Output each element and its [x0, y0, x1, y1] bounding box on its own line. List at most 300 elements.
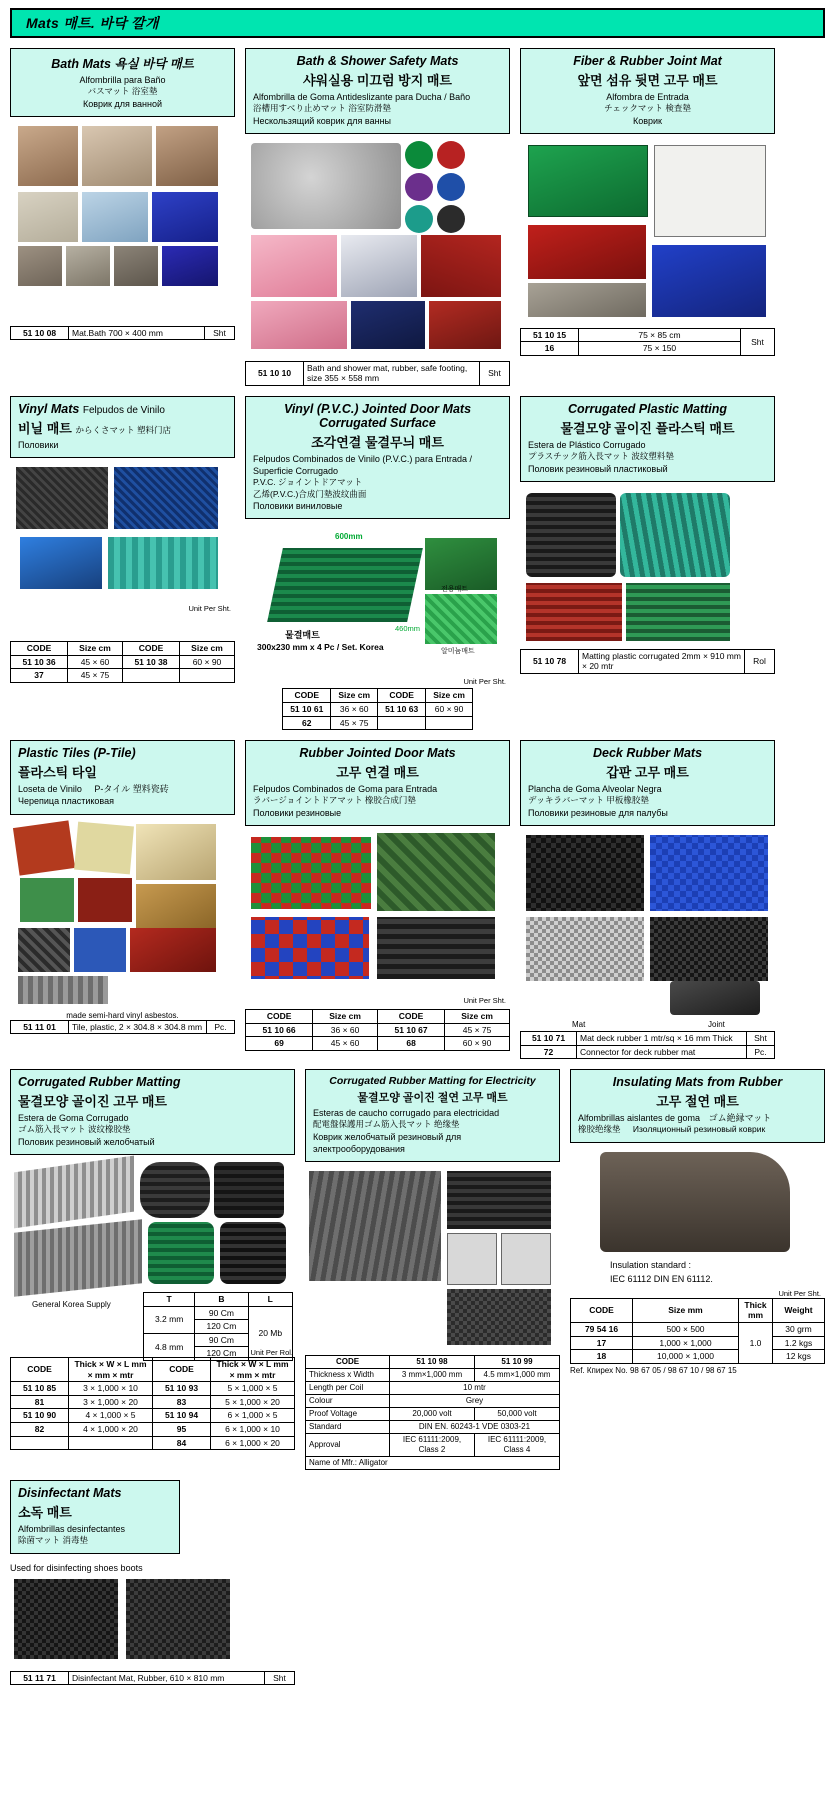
corrrubber-unit-note: Unit Per Rol. — [250, 1347, 293, 1357]
fiber-title-ru: Коврик — [633, 115, 662, 126]
cell-value: IEC 61111:2009, Class 2 — [390, 1434, 475, 1457]
cell-size: 1,000 × 1,000 — [633, 1336, 739, 1350]
row-label: Colour — [306, 1395, 390, 1408]
electric-title-kr: 물결모양 골이진 절연 고무 매트 — [357, 1092, 508, 1105]
insulating-unit-note: Unit Per Sht. — [778, 1288, 821, 1298]
cell-desc: Connector for deck rubber mat — [577, 1045, 747, 1059]
ptile-title-kr: 플라스틱 타일 — [18, 765, 97, 781]
table-row — [144, 1306, 293, 1320]
cell-size: 36 × 60 — [331, 702, 378, 716]
corrrubber-title-jp: ゴム筋入長マット 波纹橡胶垫 — [18, 1124, 131, 1135]
insulating-title-cn-text: 橡胶绝缘垫 — [578, 1124, 621, 1135]
table-row — [571, 1323, 825, 1337]
deck-title-kr: 갑판 고무 매트 — [606, 765, 689, 781]
table-row — [11, 1382, 295, 1396]
cell-code: 95 — [153, 1423, 211, 1437]
col-b: B — [195, 1292, 248, 1306]
electric-title-en: Corrugated Rubber Matting for Electricity — [329, 1075, 536, 1088]
cell-value: 20,000 volt — [390, 1408, 475, 1421]
cell-desc: Mat.Bath 700 × 400 mm — [69, 326, 205, 340]
product-photo — [447, 1289, 551, 1345]
row-label: Thickness x Width — [306, 1369, 390, 1382]
insulating-title-es — [578, 1112, 817, 1124]
cell-code: 51 10 94 — [153, 1409, 211, 1423]
corrplastic-table — [520, 649, 775, 674]
table-row — [246, 361, 510, 385]
rubberjoint-photos — [245, 831, 510, 1009]
corrrubber-title-en: Corrugated Rubber Matting — [18, 1075, 181, 1090]
cell-unit: Pc. — [207, 1020, 235, 1034]
table-row — [11, 1020, 235, 1034]
cell-code: 51 10 90 — [11, 1409, 69, 1423]
table-row — [306, 1382, 560, 1395]
cell-size: 60 × 90 — [180, 655, 235, 669]
product-photo — [526, 493, 616, 577]
section-vinyl-mats — [10, 396, 235, 683]
section-plastic-tiles — [10, 740, 235, 1034]
product-photo — [74, 928, 126, 972]
product-photo — [626, 583, 730, 641]
section-bath-shower-safety — [245, 48, 510, 386]
photo-label-korean: 물결매트 — [285, 630, 320, 641]
row-label: Approval — [306, 1434, 390, 1457]
corrrubber-title-es: Estera de Goma Corrugado — [18, 1113, 129, 1124]
col-code: CODE — [571, 1298, 633, 1322]
disinfectant-title-es: Alfombrillas desinfectantes — [18, 1524, 126, 1535]
disinfectant-title-box — [10, 1480, 180, 1554]
vinyl-title-ru: Половики — [18, 440, 59, 450]
product-photo — [251, 837, 371, 909]
pvc-title-kr: 조각연결 물결무늬 매트 — [311, 435, 444, 450]
cell-size: 60 × 90 — [445, 1037, 510, 1051]
cell-weight: 12 kgs — [773, 1350, 825, 1364]
product-photo — [437, 173, 465, 201]
product-photo — [136, 884, 216, 930]
insulating-title-box — [570, 1069, 825, 1143]
cell-code: 51 10 15 — [521, 328, 579, 342]
electric-photos — [305, 1167, 560, 1355]
cell-code: 69 — [246, 1037, 313, 1051]
product-photo — [108, 537, 218, 589]
rubberjoint-title-ru: Половики резиновые — [253, 807, 342, 818]
product-photo — [18, 126, 78, 186]
disinfectant-title-jp: 除菌マット 消毒垫 — [18, 1535, 89, 1546]
bath-mats-title-ru: Коврик для ванной — [82, 98, 163, 109]
disinfectant-title-en: Disinfectant Mats — [18, 1486, 122, 1501]
product-photo — [74, 821, 134, 874]
insulating-title-en: Insulating Mats from Rubber — [612, 1075, 783, 1090]
ptile-title-es — [18, 783, 227, 795]
col-spec: Thick × W × L mm × mm × mtr — [211, 1357, 295, 1381]
product-photo — [309, 1171, 441, 1281]
cell-code: 51 10 36 — [11, 655, 68, 669]
row-label: Length per Coil — [306, 1382, 390, 1395]
cell-code: 68 — [377, 1037, 444, 1051]
corrrubber-inset-table — [143, 1292, 293, 1361]
cell-desc: Bath and shower mat, rubber, safe footing, size 355 × 558 mm — [304, 361, 480, 385]
bath-shower-title-jp: 浴槽用すべり止めマット 浴室防滑墊 — [253, 103, 391, 114]
col-code: CODE — [377, 1009, 444, 1023]
table-row — [306, 1408, 560, 1421]
cell-width: 120 Cm — [195, 1320, 248, 1334]
col-size: Size cm — [68, 642, 123, 656]
insulating-title-kr: 고무 절연 매트 — [656, 1094, 739, 1110]
table-row — [306, 1395, 560, 1408]
product-photo — [528, 225, 646, 279]
rubberjoint-title-es: Felpudos Combinados de Goma para Entrada — [253, 784, 438, 795]
cell-size: 45 × 75 — [445, 1023, 510, 1037]
corrrubber-photo-caption: General Korea Supply — [32, 1299, 111, 1309]
col-size: Size cm — [426, 689, 473, 703]
cell-code: 16 — [521, 342, 579, 356]
table-header-row — [11, 1357, 295, 1381]
row-4 — [10, 1069, 825, 1470]
cell-code: 51 10 93 — [153, 1382, 211, 1396]
product-photo — [425, 538, 497, 590]
page-header — [10, 8, 825, 38]
product-photo — [528, 145, 648, 217]
bath-mats-table-wrap — [10, 326, 235, 341]
cell-unit: Rol — [745, 649, 775, 673]
cell-spec: 3 × 1,000 × 20 — [69, 1395, 153, 1409]
corrrubber-title-box — [10, 1069, 295, 1155]
rubberjoint-title-jp: ラバージョイントドアマット 橡胶合成门墊 — [253, 795, 416, 806]
col-code-99: 51 10 99 — [475, 1356, 560, 1369]
cell-width: 90 Cm — [195, 1306, 248, 1320]
table-row — [521, 649, 775, 673]
cell-value: 4.5 mm×1,000 mm — [475, 1369, 560, 1382]
col-code: CODE — [11, 642, 68, 656]
fiber-table — [520, 328, 775, 356]
vinyl-title-kr — [18, 418, 227, 437]
table-row — [306, 1421, 560, 1434]
col-code: CODE — [153, 1357, 211, 1381]
cell-width: 90 Cm — [195, 1333, 248, 1347]
cell-spec: 6 × 1,000 × 20 — [211, 1436, 295, 1450]
table-header-row — [144, 1292, 293, 1306]
col-code: CODE — [246, 1009, 313, 1023]
disinfectant-table — [10, 1671, 295, 1686]
cell-code: 79 54 16 — [571, 1323, 633, 1337]
cell-size: 45 × 60 — [68, 655, 123, 669]
section-disinfectant-mats — [10, 1480, 295, 1685]
corrplastic-title-en: Corrugated Plastic Matting — [567, 402, 728, 416]
cell-unit: Pc. — [747, 1045, 775, 1059]
deck-title-ru: Половики резиновые для палубы — [528, 807, 668, 818]
cell-code: 51 10 71 — [521, 1031, 577, 1045]
product-photo — [405, 141, 433, 169]
cell-desc: 75 × 85 cm — [579, 328, 741, 342]
product-photo — [652, 245, 766, 317]
product-photo — [526, 583, 622, 641]
section-rubber-jointed — [245, 740, 510, 1051]
col-t: T — [144, 1292, 195, 1306]
product-photo — [136, 824, 216, 880]
cell-code: 83 — [153, 1395, 211, 1409]
pvc-title-box — [245, 396, 510, 519]
fiber-title-jp: チェックマット 検査墊 — [604, 103, 691, 114]
pvc-title-en: Vinyl (P.V.C.) Jointed Door Mats Corrugated Surface — [283, 402, 472, 430]
table-header-row — [306, 1356, 560, 1369]
product-photo — [82, 192, 148, 242]
col-code: CODE — [11, 1357, 69, 1381]
row-1 — [10, 48, 825, 386]
cell-value: 50,000 volt — [475, 1408, 560, 1421]
vinyl-title-jp: からくさマット 塑料门店 — [75, 425, 172, 435]
ptile-table — [10, 1020, 235, 1035]
cell-spec: 5 × 1,000 × 20 — [211, 1395, 295, 1409]
bath-shower-title-box — [245, 48, 510, 134]
col-size: Size cm — [445, 1009, 510, 1023]
bath-shower-title-kr: 샤워실용 미끄럼 방지 매트 — [303, 73, 452, 88]
col-weight: Weight — [773, 1298, 825, 1322]
rubberjoint-title-kr: 고무 연결 매트 — [336, 765, 419, 781]
rubberjoint-title-box — [245, 740, 510, 826]
product-photo — [251, 301, 347, 349]
col-code: CODE — [377, 689, 425, 703]
disinfectant-photos — [10, 1577, 295, 1667]
insulation-standard-line2: IEC 61112 DIN EN 61112. — [610, 1273, 713, 1284]
product-photo — [351, 301, 425, 349]
product-photo — [220, 1222, 286, 1284]
pvc-title-ru: Половики виниловые — [253, 501, 343, 512]
cell-code: 18 — [571, 1350, 633, 1364]
section-vinyl-pvc-jointed — [245, 396, 510, 730]
col-spec: Thick × W × L mm × mm × mtr — [69, 1357, 153, 1381]
ptile-photo-caption: made semi-hard vinyl asbestos. — [66, 1010, 179, 1020]
product-photo — [526, 835, 644, 911]
corrrubber-title-kr: 물결모양 골이진 고무 매트 — [18, 1094, 167, 1110]
cell-code: 84 — [153, 1436, 211, 1450]
cell-value: DIN EN. 60243-1 VDE 0303-21 — [390, 1421, 560, 1434]
cell-code: 51 10 78 — [521, 649, 579, 673]
table-row — [11, 1671, 295, 1685]
table-row — [11, 1409, 295, 1423]
corrrubber-table — [10, 1357, 295, 1450]
product-photo — [251, 143, 401, 229]
bath-mats-table — [10, 326, 235, 341]
product-photo — [267, 548, 423, 622]
product-photo — [437, 205, 465, 233]
row-label: Standard — [306, 1421, 390, 1434]
cell-code: 51 11 01 — [11, 1020, 69, 1034]
pvc-table — [282, 688, 473, 730]
fiber-table-wrap — [520, 328, 775, 356]
cell-code: 82 — [11, 1423, 69, 1437]
corrplastic-title-jp: プラスチック筋入長マット 波纹塑料墊 — [528, 451, 674, 462]
pvc-photos — [245, 524, 510, 688]
ptile-title-box — [10, 740, 235, 814]
col-size: Size cm — [313, 1009, 378, 1023]
table-row — [11, 326, 235, 340]
product-photo — [18, 192, 78, 242]
product-photo — [437, 141, 465, 169]
product-photo — [447, 1171, 551, 1229]
product-photo — [78, 878, 132, 922]
product-photo — [251, 917, 369, 979]
cell-code: 51 11 71 — [11, 1671, 69, 1685]
table-row — [306, 1434, 560, 1457]
electric-title-ru: Коврик желобчатый резиновый для электрооборудования — [313, 1131, 462, 1154]
cell-spec: 4 × 1,000 × 5 — [69, 1409, 153, 1423]
cell-code — [377, 716, 425, 730]
row-label: Proof Voltage — [306, 1408, 390, 1421]
cell-size: 60 × 90 — [426, 702, 473, 716]
insulating-photos — [570, 1148, 825, 1298]
product-photo — [140, 1162, 210, 1218]
pvc-unit-note: Unit Per Sht. — [463, 677, 506, 687]
photo-label-460mm: 460mm — [395, 624, 421, 634]
bath-mats-title-en: Bath Mats 욕실 바닥 매트 — [51, 57, 194, 71]
table-row — [571, 1336, 825, 1350]
product-photo — [20, 537, 102, 589]
bath-mats-title-es: Alfombrilla para Baño — [79, 75, 166, 85]
product-photo — [82, 126, 152, 186]
insulating-ref: Ref. Кпирех No. 98 67 05 / 98 67 10 / 98 67 15 — [570, 1365, 737, 1375]
product-photo — [650, 917, 768, 981]
cell-length: 20 Mb — [248, 1306, 292, 1361]
cell-code: 37 — [11, 669, 68, 683]
table-row — [521, 342, 775, 356]
product-photo — [214, 1162, 284, 1218]
product-photo — [66, 246, 110, 286]
cell-unit: Sht — [265, 1671, 295, 1685]
cell-size: 45 × 60 — [313, 1037, 378, 1051]
vinyl-title-es: Felpudos de Vinilo — [82, 405, 165, 416]
fiber-title-kr: 앞면 섬유 뒷면 고무 매트 — [577, 73, 718, 88]
table-row — [11, 669, 235, 683]
col-size: Size mm — [633, 1298, 739, 1322]
bath-mats-title-jp: バスマット 浴室墊 — [87, 86, 158, 97]
product-photo — [528, 283, 646, 317]
product-photo — [620, 493, 730, 577]
electric-title-box — [305, 1069, 560, 1162]
bath-shower-table — [245, 361, 510, 386]
product-photo — [20, 878, 74, 922]
col-size: Size cm — [331, 689, 378, 703]
ptile-title-en: Plastic Tiles (P-Tile) — [18, 746, 136, 761]
bath-mats-title-box — [10, 48, 235, 117]
cell-size: 500 × 500 — [633, 1323, 739, 1337]
product-photo — [341, 235, 417, 297]
deck-title-box — [520, 740, 775, 826]
table-header-row — [11, 642, 235, 656]
cell-spec: 6 × 1,000 × 5 — [211, 1409, 295, 1423]
product-photo — [377, 917, 495, 979]
product-photo — [429, 301, 501, 349]
ptile-title-jp: P-タイル 塑料瓷砖 — [94, 784, 169, 795]
corrrubber-title-ru: Половик резиновый желобчатый — [18, 1136, 155, 1147]
corrplastic-photos — [520, 487, 775, 649]
product-photo — [18, 246, 62, 286]
fiber-title-es: Alfombra de Entrada — [606, 92, 689, 102]
table-row — [306, 1369, 560, 1382]
section-insulating-mats — [570, 1069, 825, 1375]
fiber-title-en: Fiber & Rubber Joint Mat — [573, 54, 722, 68]
row-3 — [10, 740, 825, 1059]
cell-unit: Sht — [205, 326, 235, 340]
cell-weight: 1.2 kgs — [773, 1336, 825, 1350]
product-photo — [18, 928, 70, 972]
product-photo — [14, 1219, 142, 1296]
product-photo — [501, 1233, 551, 1285]
ptile-photos — [10, 820, 235, 1020]
product-photo — [18, 976, 108, 1004]
table-row — [11, 1436, 295, 1450]
product-photo — [16, 467, 108, 529]
section-corrugated-plastic — [520, 396, 775, 674]
cell-size: 45 × 75 — [331, 716, 378, 730]
vinyl-title-en — [18, 402, 227, 416]
col-code: CODE — [283, 689, 331, 703]
product-photo — [14, 1156, 134, 1229]
product-photo — [156, 126, 218, 186]
insulating-title-jp: ゴム絶縁マット — [708, 1113, 772, 1124]
product-photo — [377, 833, 495, 911]
cell-thickness: 4.8 mm — [144, 1333, 195, 1360]
disinfectant-title-kr: 소독 매트 — [18, 1505, 72, 1521]
rubberjoint-unit-note: Unit Per Sht. — [463, 995, 506, 1005]
pvc-title-cn: 乙烯(P.V.C.)合成门墊波纹曲面 — [253, 488, 367, 499]
deck-table — [520, 1031, 775, 1059]
table-row — [11, 1423, 295, 1437]
cell-spec: 5 × 1,000 × 5 — [211, 1382, 295, 1396]
cell-spec: 4 × 1,000 × 20 — [69, 1423, 153, 1437]
row-5 — [10, 1480, 825, 1685]
electric-title-es: Esteras de caucho corrugado para electricidad — [313, 1108, 500, 1119]
product-photo — [13, 820, 75, 875]
cell-code: 62 — [283, 716, 331, 730]
photo-label-extra-1: 전용매트 — [441, 586, 469, 594]
corrplastic-title-es: Estera de Plástico Corrugado — [528, 440, 646, 450]
fiber-photos — [520, 139, 775, 324]
section-fiber-rubber-joint — [520, 48, 775, 356]
electric-table — [305, 1355, 560, 1470]
cell-value: IEC 61111:2009, Class 4 — [475, 1434, 560, 1457]
col-code: CODE — [122, 642, 179, 656]
bath-shower-table-wrap — [245, 361, 510, 386]
vinyl-title-kr-text: 비닐 매트 — [18, 421, 72, 436]
cell-desc: 75 × 150 — [579, 342, 741, 356]
product-photo — [654, 145, 766, 237]
insulating-title-cn — [578, 1124, 817, 1135]
deck-photo-label-mat: Mat — [572, 1019, 586, 1029]
product-photo — [152, 192, 218, 242]
product-photo — [425, 594, 497, 644]
col-l: L — [248, 1292, 292, 1306]
cell-code: 51 10 85 — [11, 1382, 69, 1396]
section-deck-rubber — [520, 740, 775, 1059]
cell-code: 17 — [571, 1336, 633, 1350]
cell-width: 120 Cm — [195, 1347, 248, 1361]
cell-thick: 1.0 — [739, 1323, 773, 1364]
deck-photo-label-joint: Joint — [708, 1019, 725, 1029]
table-row — [521, 1031, 775, 1045]
pvc-title-jp: P.V.C. ジョイントドアマット — [253, 477, 363, 488]
cell-value: 3 mm×1,000 mm — [390, 1369, 475, 1382]
insulating-table — [570, 1298, 825, 1364]
vinyl-unit-note: Unit Per Sht. — [188, 604, 231, 614]
cell-unit: Sht — [741, 328, 775, 355]
section-bath-mats — [10, 48, 235, 340]
cell-size: 10,000 × 1,000 — [633, 1350, 739, 1364]
cell-code: 51 10 67 — [377, 1023, 444, 1037]
ptile-title-ru: Черепица пластиковая — [18, 796, 114, 807]
product-photo — [447, 1233, 497, 1285]
col-code: CODE — [306, 1356, 390, 1369]
deck-title-en: Deck Rubber Mats — [592, 746, 703, 761]
product-photo — [162, 246, 218, 286]
